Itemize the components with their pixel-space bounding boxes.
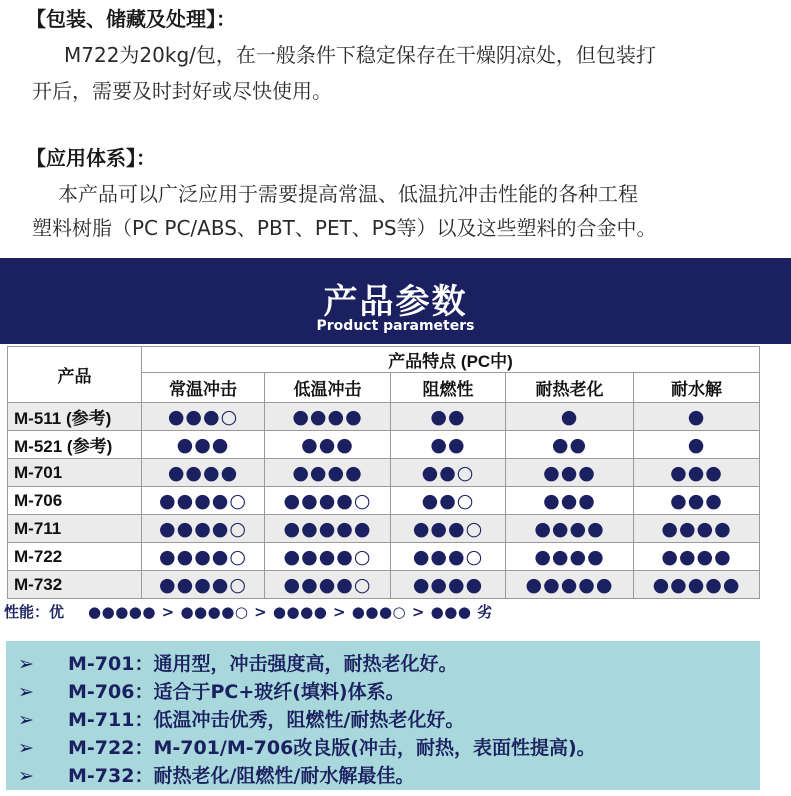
rating-cell <box>634 515 760 543</box>
note-item <box>18 761 414 788</box>
rating-cell <box>391 431 506 459</box>
rating-dots: ●●●○ <box>167 405 239 428</box>
model-name-cell: M-732 <box>8 571 142 599</box>
rating-cell <box>634 459 760 487</box>
banner-title: 产品参数 <box>323 282 468 322</box>
rating-cell <box>391 543 506 571</box>
note-text: M-706：适合于PC+玻纤(填料)体系。 <box>68 681 405 703</box>
rating-dots: ●●●● <box>292 405 363 428</box>
banner-subtitle: Product parameters <box>316 318 475 334</box>
rating-dots: ●●● <box>670 489 723 512</box>
rating-dots: ●●● <box>176 433 230 456</box>
rating-cell <box>634 431 760 459</box>
table-row <box>8 403 760 431</box>
rating-dots: ●●●● <box>661 545 732 568</box>
rating-cell <box>506 431 634 459</box>
note-item <box>18 677 405 704</box>
rating-cell <box>634 403 760 431</box>
parameters-table <box>7 346 760 599</box>
rating-dots: ●●○ <box>421 489 475 512</box>
model-name-cell: M-511 (参考) <box>8 403 142 431</box>
rating-dots: ●●●●○ <box>159 545 247 568</box>
rating-dots: ●● <box>430 433 466 456</box>
model-name-cell: M-711 <box>8 515 142 543</box>
rating-cell <box>265 459 391 487</box>
table-body <box>8 403 760 599</box>
packaging-heading: 【包装、储藏及处理】： <box>26 7 236 31</box>
rating-cell <box>265 515 391 543</box>
rating-cell <box>391 571 506 599</box>
rating-cell <box>634 543 760 571</box>
rating-cell <box>265 403 391 431</box>
table-row <box>8 487 760 515</box>
column-header: 常温冲击 <box>142 373 265 403</box>
table-row <box>8 543 760 571</box>
rating-dots: ●●●●○ <box>283 545 372 568</box>
rating-dots: ●●●●○ <box>159 489 247 512</box>
rating-dots: ●●● <box>301 433 354 456</box>
note-item <box>18 649 457 676</box>
rating-dots: ●●●● <box>292 461 363 484</box>
note-text: M-732：耐热老化/阻燃性/耐水解最佳。 <box>68 765 415 787</box>
application-heading: 【应用体系】： <box>26 146 156 170</box>
legend-scale: ●●●●● > ●●●●○ > ●●●● > ●●●○ > ●●● 劣 <box>88 603 493 621</box>
rating-cell <box>506 515 634 543</box>
note-text: M-701：通用型，冲击强度高，耐热老化好。 <box>68 653 458 675</box>
rating-dots: ●●● <box>670 461 723 484</box>
rating-dots: ●●●●○ <box>159 517 247 540</box>
rating-dots: ●●●○ <box>412 517 484 540</box>
product-column-header: 产品 <box>8 347 142 403</box>
rating-cell <box>506 571 634 599</box>
rating-cell <box>506 543 634 571</box>
features-group-header: 产品特点 (PC中) <box>142 347 760 373</box>
rating-cell <box>265 431 391 459</box>
rating-cell <box>142 403 265 431</box>
rating-dots: ●●○ <box>421 461 475 484</box>
rating-cell <box>142 431 265 459</box>
rating-dots: ●● <box>551 433 588 456</box>
legend-label: 性能：优 <box>4 603 65 621</box>
rating-dots: ●●●●● <box>525 573 614 596</box>
rating-dots: ● <box>687 433 706 456</box>
table-row <box>8 515 760 543</box>
packaging-line-1: M722为20kg/包，在一般条件下稳定保存在干燥阴凉处，但包装打 <box>64 43 656 67</box>
model-name-cell: M-706 <box>8 487 142 515</box>
note-text: M-711：低温冲击优秀，阻燃性/耐热老化好。 <box>68 709 465 731</box>
rating-dots: ●●● <box>543 489 596 512</box>
rating-cell <box>391 515 506 543</box>
rating-cell <box>265 487 391 515</box>
rating-cell <box>142 487 265 515</box>
application-line-2: 塑料树脂（PC PC/ABS、PBT、PET、PS等）以及这些塑料的合金中。 <box>32 216 657 240</box>
rating-cell <box>142 543 265 571</box>
rating-dots: ●●●● <box>534 545 605 568</box>
column-header: 耐水解 <box>634 373 760 403</box>
rating-cell <box>265 543 391 571</box>
column-header: 低温冲击 <box>265 373 391 403</box>
note-item <box>18 705 464 732</box>
rating-dots: ● <box>687 405 706 428</box>
rating-cell <box>634 487 760 515</box>
rating-cell <box>142 571 265 599</box>
model-name-cell: M-521 (参考) <box>8 431 142 459</box>
rating-cell <box>265 571 391 599</box>
rating-dots: ●●●● <box>534 517 605 540</box>
rating-dots: ●●●●○ <box>283 573 372 596</box>
note-item <box>18 733 596 760</box>
rating-cell <box>142 515 265 543</box>
rating-cell <box>634 571 760 599</box>
rating-dots: ●●●●● <box>283 517 372 540</box>
model-name-cell: M-701 <box>8 459 142 487</box>
rating-cell <box>506 487 634 515</box>
rating-legend <box>4 601 493 622</box>
packaging-line-2: 开后，需要及时封好或尽快使用。 <box>32 79 332 103</box>
arrow-icon: ➢ <box>18 709 34 731</box>
rating-cell <box>391 487 506 515</box>
product-parameters-banner <box>0 258 791 344</box>
rating-dots: ●●●●● <box>652 573 741 596</box>
table-row <box>8 431 760 459</box>
model-name-cell: M-722 <box>8 543 142 571</box>
rating-cell <box>506 403 634 431</box>
rating-cell <box>391 459 506 487</box>
rating-cell <box>391 403 506 431</box>
arrow-icon: ➢ <box>18 681 34 703</box>
rating-dots: ● <box>560 405 579 428</box>
arrow-icon: ➢ <box>18 765 34 787</box>
table-row <box>8 571 760 599</box>
application-line-1: 本产品可以广泛应用于需要提高常温、低温抗冲击性能的各种工程 <box>58 182 638 206</box>
rating-dots: ●●●●○ <box>159 573 247 596</box>
table-row <box>8 459 760 487</box>
rating-dots: ●●● <box>543 461 596 484</box>
rating-cell <box>142 459 265 487</box>
rating-cell <box>506 459 634 487</box>
model-notes-box <box>6 641 760 790</box>
arrow-icon: ➢ <box>18 737 34 759</box>
column-header: 耐热老化 <box>506 373 634 403</box>
rating-dots: ●● <box>430 405 466 428</box>
rating-dots: ●●●● <box>412 573 484 596</box>
rating-dots: ●●●●○ <box>283 489 372 512</box>
note-text: M-722：M-701/M-706改良版(冲击，耐热，表面性提高)。 <box>68 737 596 759</box>
rating-dots: ●●●● <box>661 517 732 540</box>
arrow-icon: ➢ <box>18 653 34 675</box>
rating-dots: ●●●○ <box>412 545 484 568</box>
rating-dots: ●●●● <box>167 461 239 484</box>
column-header: 阻燃性 <box>391 373 506 403</box>
